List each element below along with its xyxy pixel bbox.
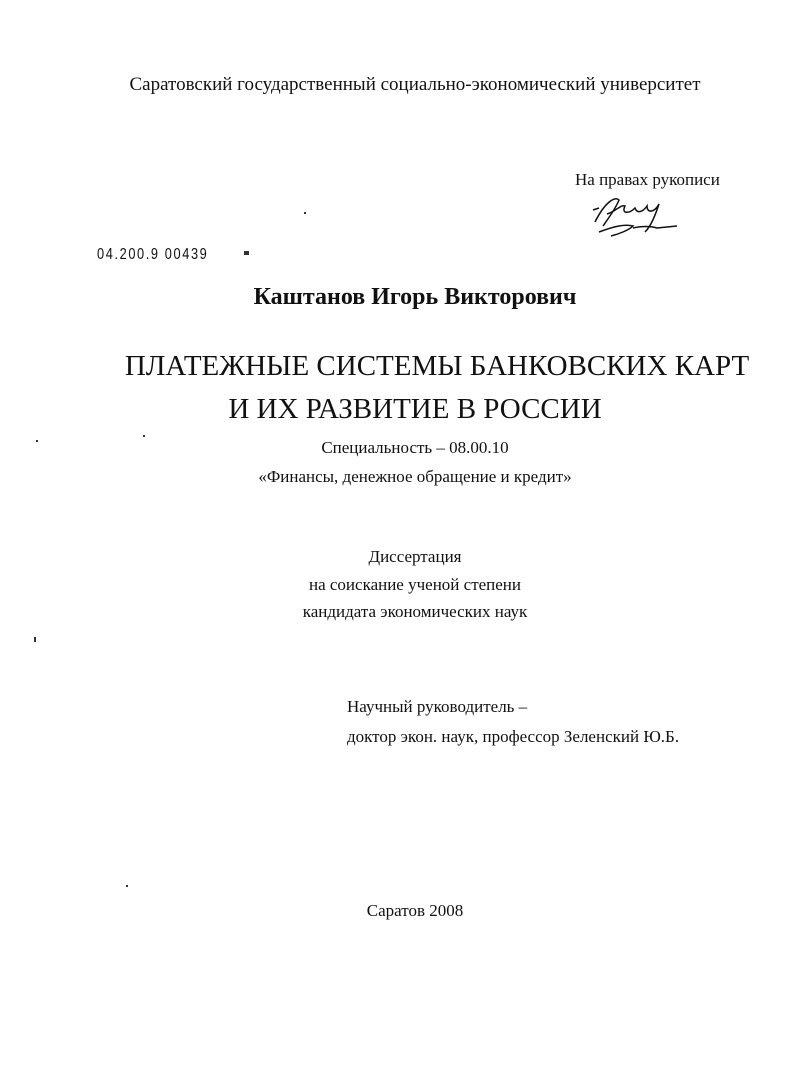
- stamp-mark: [244, 251, 249, 255]
- manuscript-note: На правах рукописи: [575, 170, 720, 189]
- place-year: Саратов 2008: [366, 901, 464, 920]
- degree-line-3: кандидата экономических наук: [302, 602, 528, 621]
- degree-line-2: на соискание ученой степени: [308, 575, 522, 594]
- scan-speck: [34, 637, 36, 642]
- signature-image: [585, 192, 685, 240]
- supervisor-label: Научный руководитель –: [347, 697, 528, 716]
- author-name: Каштанов Игорь Викторович: [253, 284, 577, 310]
- registration-code: 04.200.9 00439: [97, 246, 209, 263]
- scan-speck: [36, 440, 38, 442]
- supervisor-name: доктор экон. наук, профессор Зеленский Ю.Б.: [347, 727, 680, 746]
- university-name: Саратовский государственный социально-экономический университет: [129, 74, 701, 95]
- specialty: Специальность – 08.00.10: [321, 438, 509, 457]
- thesis-title-line-2: И ИХ РАЗВИТИЕ В РОССИИ: [228, 393, 602, 425]
- specialty-name: «Финансы, денежное обращение и кредит»: [258, 467, 572, 486]
- scan-speck: [143, 435, 145, 437]
- degree-line-1: Диссертация: [368, 547, 462, 566]
- scan-speck: [304, 212, 306, 214]
- scan-speck: [126, 885, 128, 887]
- thesis-title-line-1: ПЛАТЕЖНЫЕ СИСТЕМЫ БАНКОВСКИХ КАРТ: [124, 350, 750, 382]
